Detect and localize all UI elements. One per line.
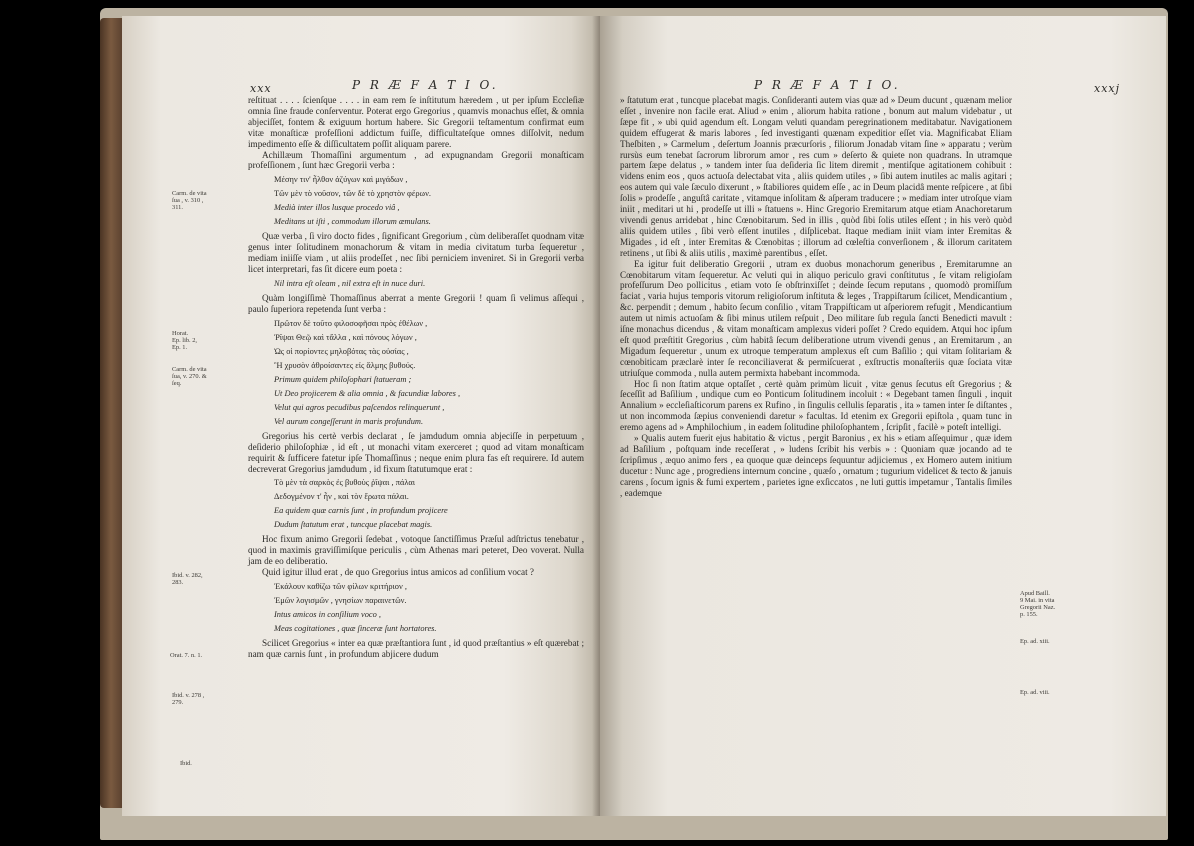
margin-note: Ibid. v. 278 , 279. (172, 692, 205, 706)
verse-line: Ἢ χρυσὸν ἀθροίσαντες εἰς ἅλμης βυθούς. (274, 360, 416, 370)
verse-line: Ἐμῶν λογισμῶν , γνησίων παραινετῶν. (274, 596, 407, 606)
paragraph: Hoc ſi non ſtatim atque optaſſet , certè quàm primùm licuit , vitæ genus ſecutus eſt Gregorius ; & ſeceſſit ad Baſilium , undique cum eo Ponticum ſolitudinem incoluit : « Degebant tamen ſinguli , inquit Annalium » eccleſiaſticorum parens ex Rufino , in ſingulis cellulis ſeparatis , ita » tamen inter ſe diſtantes , ut non incommoda ſæpius conveniendi daretur » facultas. Id etenim ex Gregorii epiſtola , quam tunc in eremo agens ad » Amphilochium , in eadem ſolitudine philoſophantem , ſcripſit , facilè » poteſt intelligi. (620, 378, 1012, 433)
verse-line: Ῥῖψαι Θεῷ καὶ τἄλλα , καὶ πόνους λόγων , (274, 332, 417, 342)
paragraph: Achillæum Thomaſſini argumentum , ad expugnandam Gregorii monaſticam profeſſionem , ſunt hæc Gregorii verba : (248, 149, 584, 171)
verse-line: Meditans ut iſti , commodum illorum æmulans. (274, 217, 431, 227)
right-running-title: P R Æ F A T I O. (754, 78, 901, 92)
verse-line: Dudum ſtatutum erat , tuncque placebat magis. (274, 520, 433, 530)
left-body-text (248, 95, 584, 660)
margin-note: Carm. de vita ſua, v. 270. & ſeq. (172, 366, 207, 387)
verse-line: Medià inter illos lusque procedo viâ , (274, 203, 400, 213)
verse-line: Μέσην τιν' ἦλθον ἀζύγων καὶ μιγάδων , (274, 175, 408, 185)
verse-line: Ὡς οἱ πορίοντες μηλοβότας τὰς οὐσίας , (274, 346, 409, 356)
right-page (600, 16, 1166, 816)
right-page-number: xxxj (1094, 82, 1121, 95)
book-cover-edge (100, 18, 122, 808)
verse-line: Ea quidem quæ carnis ſunt , in profundum projicere (274, 506, 448, 516)
margin-note: Orat. 7. n. 1. (170, 652, 203, 659)
margin-note: Ibid. (180, 760, 192, 767)
margin-note: Apud Baill. 9 Mai. in vita Gregorii Naz. p. 155. (1020, 590, 1056, 618)
margin-note: Ibid. v. 282, 283. (172, 572, 203, 586)
verse-line: Primum quidem philoſophari ſtatueram ; (274, 374, 412, 384)
left-running-title: P R Æ F A T I O. (352, 78, 499, 92)
verse-line: Nil intra eſt oleam , nil extra eſt in nuce duri. (274, 278, 426, 288)
margin-note: Ep. ad. viii. (1020, 689, 1050, 696)
verse-line: Ut Deo projicerem & alia omnia , & facundiæ labores , (274, 388, 461, 398)
paragraph: reſtituat . . . . ſcienſque . . . . in eam rem ſe inſtitutum hæredem , ut per ipſum Eccleſiæ omnia ſine fraude conſerventur. Poterat ergo Gregorius , quamvis monachus eſſet, & omnia abjeciſſet, fontem & exiguum hortum habere. Sic Gregorii teſtamentum confirmat eum vitæ monaſticæ profeſſioni addictum fuiſſe, difficultateſque omnes diſſolvit, nedum impedimento eſſe & diſſicultatem poſſit aliquam parere. (248, 95, 584, 149)
paragraph: » ſtatutum erat , tuncque placebat magis. Conſideranti autem vias quæ ad » Deum ducunt , quænam melior eſſet , invenire non facile erat. Aliud » enim , aliorum habita ratione , bonum aut malum videbatur , ut ſæpe fit , » ubi quid agendum eſt. Longam veluti quandam peregrinationem meditabatur. Navigationem quidem effugerat & maris labores , ſed investiganti quænam expeditior eſſet via. Magnificabat Eliam Theſbiten , » Carmelum , deſertum Joannis præcurſoris , filiorum Jonadab vitam ſine » apparatu ; verùm rursùs eum tenebat ſacrorum librorum amor , res cum » deſerto & quiete non quadrans. In utramque partem ſæpe delatus , » tandem inter ſua deſideria ſic litem diremit , mentiſque agitationem cohibuit : videns enim eos , quos actuoſa delectabat vita , aliis quidem utiles , » ſibi autem inutiles ac malis agitari ; eos autem qui vale ſæculo dixerunt , » ſtabiliores quidem eſſe , ac in Deum placidâ mente reſpicere , at ſibi ſolis » prodeſſe , anguſtâ caritate , vitamque inſolitam & aſperam traducere ; » mediam inter utroſque viam iniit , meditari ut hi , prodeſſe ut illi » ſtatuens ». Hinc Gregorio Eremitarum atque etiam Anachoretarum vivendi genus arridebat , hinc Cœnobitarum. Sed in illis , quòd ſibi ſolis utiles eſſent ; in his verò quòd aliis quidem utiles , ſibi verò eſſent inutiles , diſplicebat. Itaque mediam iniit viam inter Eremitas & Migades , id eſt , inter Eremitas & Cœnobitas ; illorum ad cœleſtia converſionem , & illorum caritatem retinens , ut ſibi & aliis utilis , maximè parentibus , eſſet. (620, 95, 1012, 258)
paragraph: Hoc fixum animo Gregorii ſedebat , votoque ſanctiſſimus Præſul adſtrictus tenebatur , quod in maximis graviſſimiſque periculis , cùm Athenas mari peteret, Deo voverat. Nulla jam de eo deliberatio. (248, 534, 584, 567)
verse-line: Vel aurum congeſſerunt in maris profundum. (274, 416, 424, 426)
verse-line: Velut qui agros pecudibus paſcendos relinquerunt , (274, 402, 445, 412)
verse-line: Meas cogitationes , quæ ſinceræ ſunt hortatores. (274, 624, 437, 634)
paragraph: Scilicet Gregorius « inter ea quæ præſtantiora ſunt , id quod præſtantius » eſt quærebat ; nam quæ carnis ſunt , in profundum abjicere dudum (248, 638, 584, 659)
verse-line: Τὸ μὲν τὰ σαρκὸς ἐς βυθοὺς ῥῖψαι , πάλαι (274, 478, 416, 488)
verse-line: Τῶν μὲν τὸ νοῦσον, τῶν δὲ τὸ χρηστὸν φέρων. (274, 189, 431, 199)
margin-note: Carm. de vita ſua , v. 310 , 311. (172, 190, 207, 211)
paragraph: Ea igitur fuit deliberatio Gregorii , utram ex duobus monachorum generibus , Eremitarumne an Cœnobitarum vitam ſequeretur. Ac veluti qui in aliquo periculo gravi conſtitutus , ſe vitam religioſam profeſſurum Deo pollicitus , etiam voto ſe obſtrinxiſſet ; deinde ſecum reputans , quomodò promiſſum faciat , varia hujus temporis vitorum religioſorum inſtituta & leges , Trappiſtarum ſcilicet, Mendicantium , &c. perpendit ; demum , habito ſecum conſilio , vitam Trappiſticam ut aſperiorem refugit , Mendicantium autem ut nimis actuoſam & ſibi minus utilem reſpuit , Deo militare ſub regula ſancti Benedicti mavult : iſne monachus dicendus , & vitam monaſticam amplexus videri poſſet ? Credo equidem. Atqui hoc ipſum eſt quod præſtitit Gregorius , cùm habitâ ſecum deliberatione utrum vivendi genus , an Eremitarum , an Migadum ſequeretur , unum ex utroque temperatum amplexus eſt cum Baſilio ; qui vitam ſolitariam & cœnobiticam præclarè inter ſe reconciliaverat & permiſcuerat , exſtructis monaſteriis quæ ſociata vitæ utriuſque commoda , nulla autem permixta habebant incommoda. (620, 258, 1012, 378)
paragraph: Quàm longiſſimè Thomaſſinus aberrat a mente Gregorii ! quam ſi velimus aſſequi , paulo ſuperiora repetenda ſunt verba : (248, 292, 584, 314)
paragraph: Quæ verba , ſi viro docto fides , ſignificant Gregorium , cùm deliberaſſet quodnam vitæ genus inter ſolitudinem monachorum & vitam in media civitatum turba ſequeretur , mediam iniiſſe viam , ut aliis prodeſſet , nec ſibi perniciem inveniret. Si in Gregorii verba licet interpretari, fas ſit dicere eum poeta : (248, 231, 584, 275)
verse-line: Πρῶτον δὲ τοῦτο φιλοσοφῆσαι πρὸς ἐθέλων , (274, 318, 428, 328)
margin-note: Ep. ad. xiii. (1020, 638, 1050, 645)
verse-line: Intus amicos in conſilium voco , (274, 610, 381, 620)
paragraph: Quid igitur illud erat , de quo Gregorius intus amicos ad conſilium vocat ? (262, 567, 534, 578)
left-page-number: xxx (250, 82, 272, 95)
verse-line: Ἐκάλουν καθίζω τῶν φίλων κριτήριον , (274, 582, 407, 592)
left-page (122, 16, 600, 816)
verse-line: Δεδογμένον τ' ἦν , καὶ τὸν ἔρωτα πάλαι. (274, 492, 409, 502)
right-body-text (620, 95, 1012, 499)
paragraph: » Qualis autem fuerit ejus habitatio & victus , pergit Baronius , ex his » etiam aſſequimur , quæ idem ad Baſilium , poſtquam inde receſſerat , » ludens ſcribit his verbis » : Quoniam quæ jocando ad te ſcripſimus , æquo animo fers , ea quoque quæ deinceps ſequuntur adjiciemus , ex Homero autem initium ducetur : Nunc age , progrediens internum concine , quæſo , ornatum ; tugurium videlicet & tecto & januis carens , ſocum ignis & fumi expertem , parietes igne exſiccatos , ne luti guttis impetamur , Tantalis ſimiles , eademque (620, 433, 1012, 498)
paragraph: Gregorius his certè verbis declarat , ſe jamdudum omnia abjeciſſe in perpetuum , deſiderio philoſophiæ , id eſt , ut monachi vitam exerceret ; quod ad vitam monaſticam requirit & ſufficere fatetur ipſe Thomaſſinus ; neque enim plura fas eſt requirere. Id autem decreverat Gregorius jamdudum , id fixum ſtatutumque erat : (248, 430, 584, 474)
margin-note: Horat. Ep. lib. 2, Ep. 1. (172, 330, 198, 351)
